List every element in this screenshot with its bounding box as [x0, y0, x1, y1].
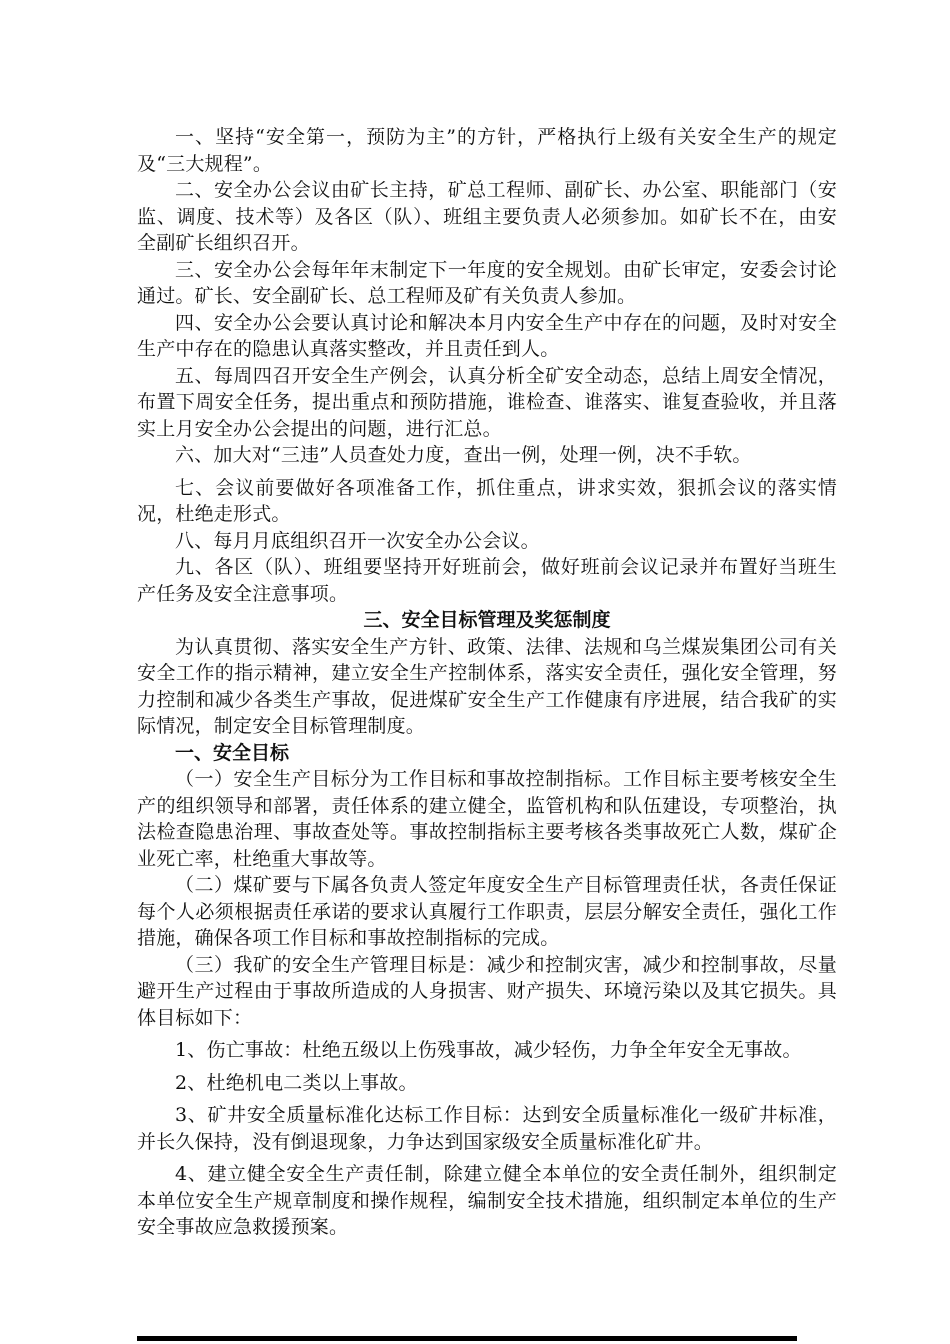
- paragraph: 3、矿井安全质量标准化达标工作目标：达到安全质量标准化一级矿井标准，并长久保持，没有倒退现象，力争达到国家级安全质量标准化矿井。: [137, 1104, 837, 1153]
- document-body: [137, 124, 837, 1241]
- paragraph: 1、伤亡事故：杜绝五级以上伤残事故，减少轻伤，力争全年安全无事故。: [175, 1039, 802, 1061]
- section-title: 三、安全目标管理及奖惩制度: [363, 609, 611, 631]
- paragraph: 九、各区（队）、班组要坚持开好班前会，做好班前会议记录并布置好当班生产任务及安全注意事项。: [137, 556, 837, 605]
- paragraph: 2、杜绝机电二类以上事故。: [175, 1071, 418, 1094]
- paragraph: 一、坚持“安全第一，预防为主”的方针，严格执行上级有关安全生产的规定及“三大规程”。: [137, 126, 837, 175]
- intro-paragraph: 为认真贯彻、落实安全生产方针、政策、法律、法规和乌兰煤炭集团公司有关安全工作的指示精神，建立安全生产控制体系，落实安全责任，强化安全管理，努力控制和减少各类生产事故，促进煤矿安全生产工作健康有序进展，结合我矿的实际情况，制定安全目标管理制度。: [137, 635, 837, 737]
- paragraph: （二）煤矿要与下属各负责人签定年度安全生产目标管理责任状，各责任保证每个人必须根据责任承诺的要求认真履行工作职责，层层分解安全责任，强化工作措施，确保各项工作目标和事故控制指标的完成。: [137, 874, 837, 949]
- paragraph: 二、安全办公会议由矿长主持，矿总工程师、副矿长、办公室、职能部门（安监、调度、技术等）及各区（队）、班组主要负责人必须参加。如矿长不在，由安全副矿长组织召开。: [137, 179, 837, 254]
- paragraph: 三、安全办公会每年年末制定下一年度的安全规划。由矿长审定，安委会讨论通过。矿长、安全副矿长、总工程师及矿有关负责人参加。: [137, 258, 837, 307]
- footer-rule: [137, 1336, 797, 1341]
- paragraph: 六、加大对“三违”人员查处力度，查出一例，处理一例，决不手软。: [175, 444, 752, 466]
- paragraph: 4、建立健全安全生产责任制，除建立健全本单位的安全责任制外，组织制定本单位安全生产规章制度和操作规程，编制安全技术措施，组织制定本单位的生产安全事故应急救援预案。: [137, 1163, 837, 1238]
- paragraph: 八、每月月底组织召开一次安全办公会议。: [175, 529, 540, 552]
- paragraph: 七、会议前要做好各项准备工作，抓住重点，讲求实效，狠抓会议的落实情况，杜绝走形式。: [137, 476, 837, 525]
- paragraph: （一）安全生产目标分为工作目标和事故控制指标。工作目标主要考核安全生产的组织领导和部署，责任体系的建立健全，监管机构和队伍建设，专项整治，执法检查隐患治理、事故查处等。事故控制指标主要考核各类事故死亡人数，煤矿企业死亡率，杜绝重大事故等。: [137, 768, 837, 870]
- paragraph: （三）我矿的安全生产管理目标是：减少和控制灾害，减少和控制事故，尽量避开生产过程由于事故所造成的人身损害、财产损失、环境污染以及其它损失。具体目标如下：: [137, 953, 837, 1029]
- paragraph: 五、每周四召开安全生产例会，认真分析全矿安全动态，总结上周安全情况，布置下周安全任务，提出重点和预防措施，谁检查、谁落实、谁复查验收，并且落实上月安全办公会提出的问题，进行汇总。: [137, 364, 837, 440]
- paragraph: 四、安全办公会要认真讨论和解决本月内安全生产中存在的问题，及时对安全生产中存在的隐患认真落实整改，并且责任到人。: [137, 311, 837, 360]
- subsection-title: 一、安全目标: [175, 741, 290, 764]
